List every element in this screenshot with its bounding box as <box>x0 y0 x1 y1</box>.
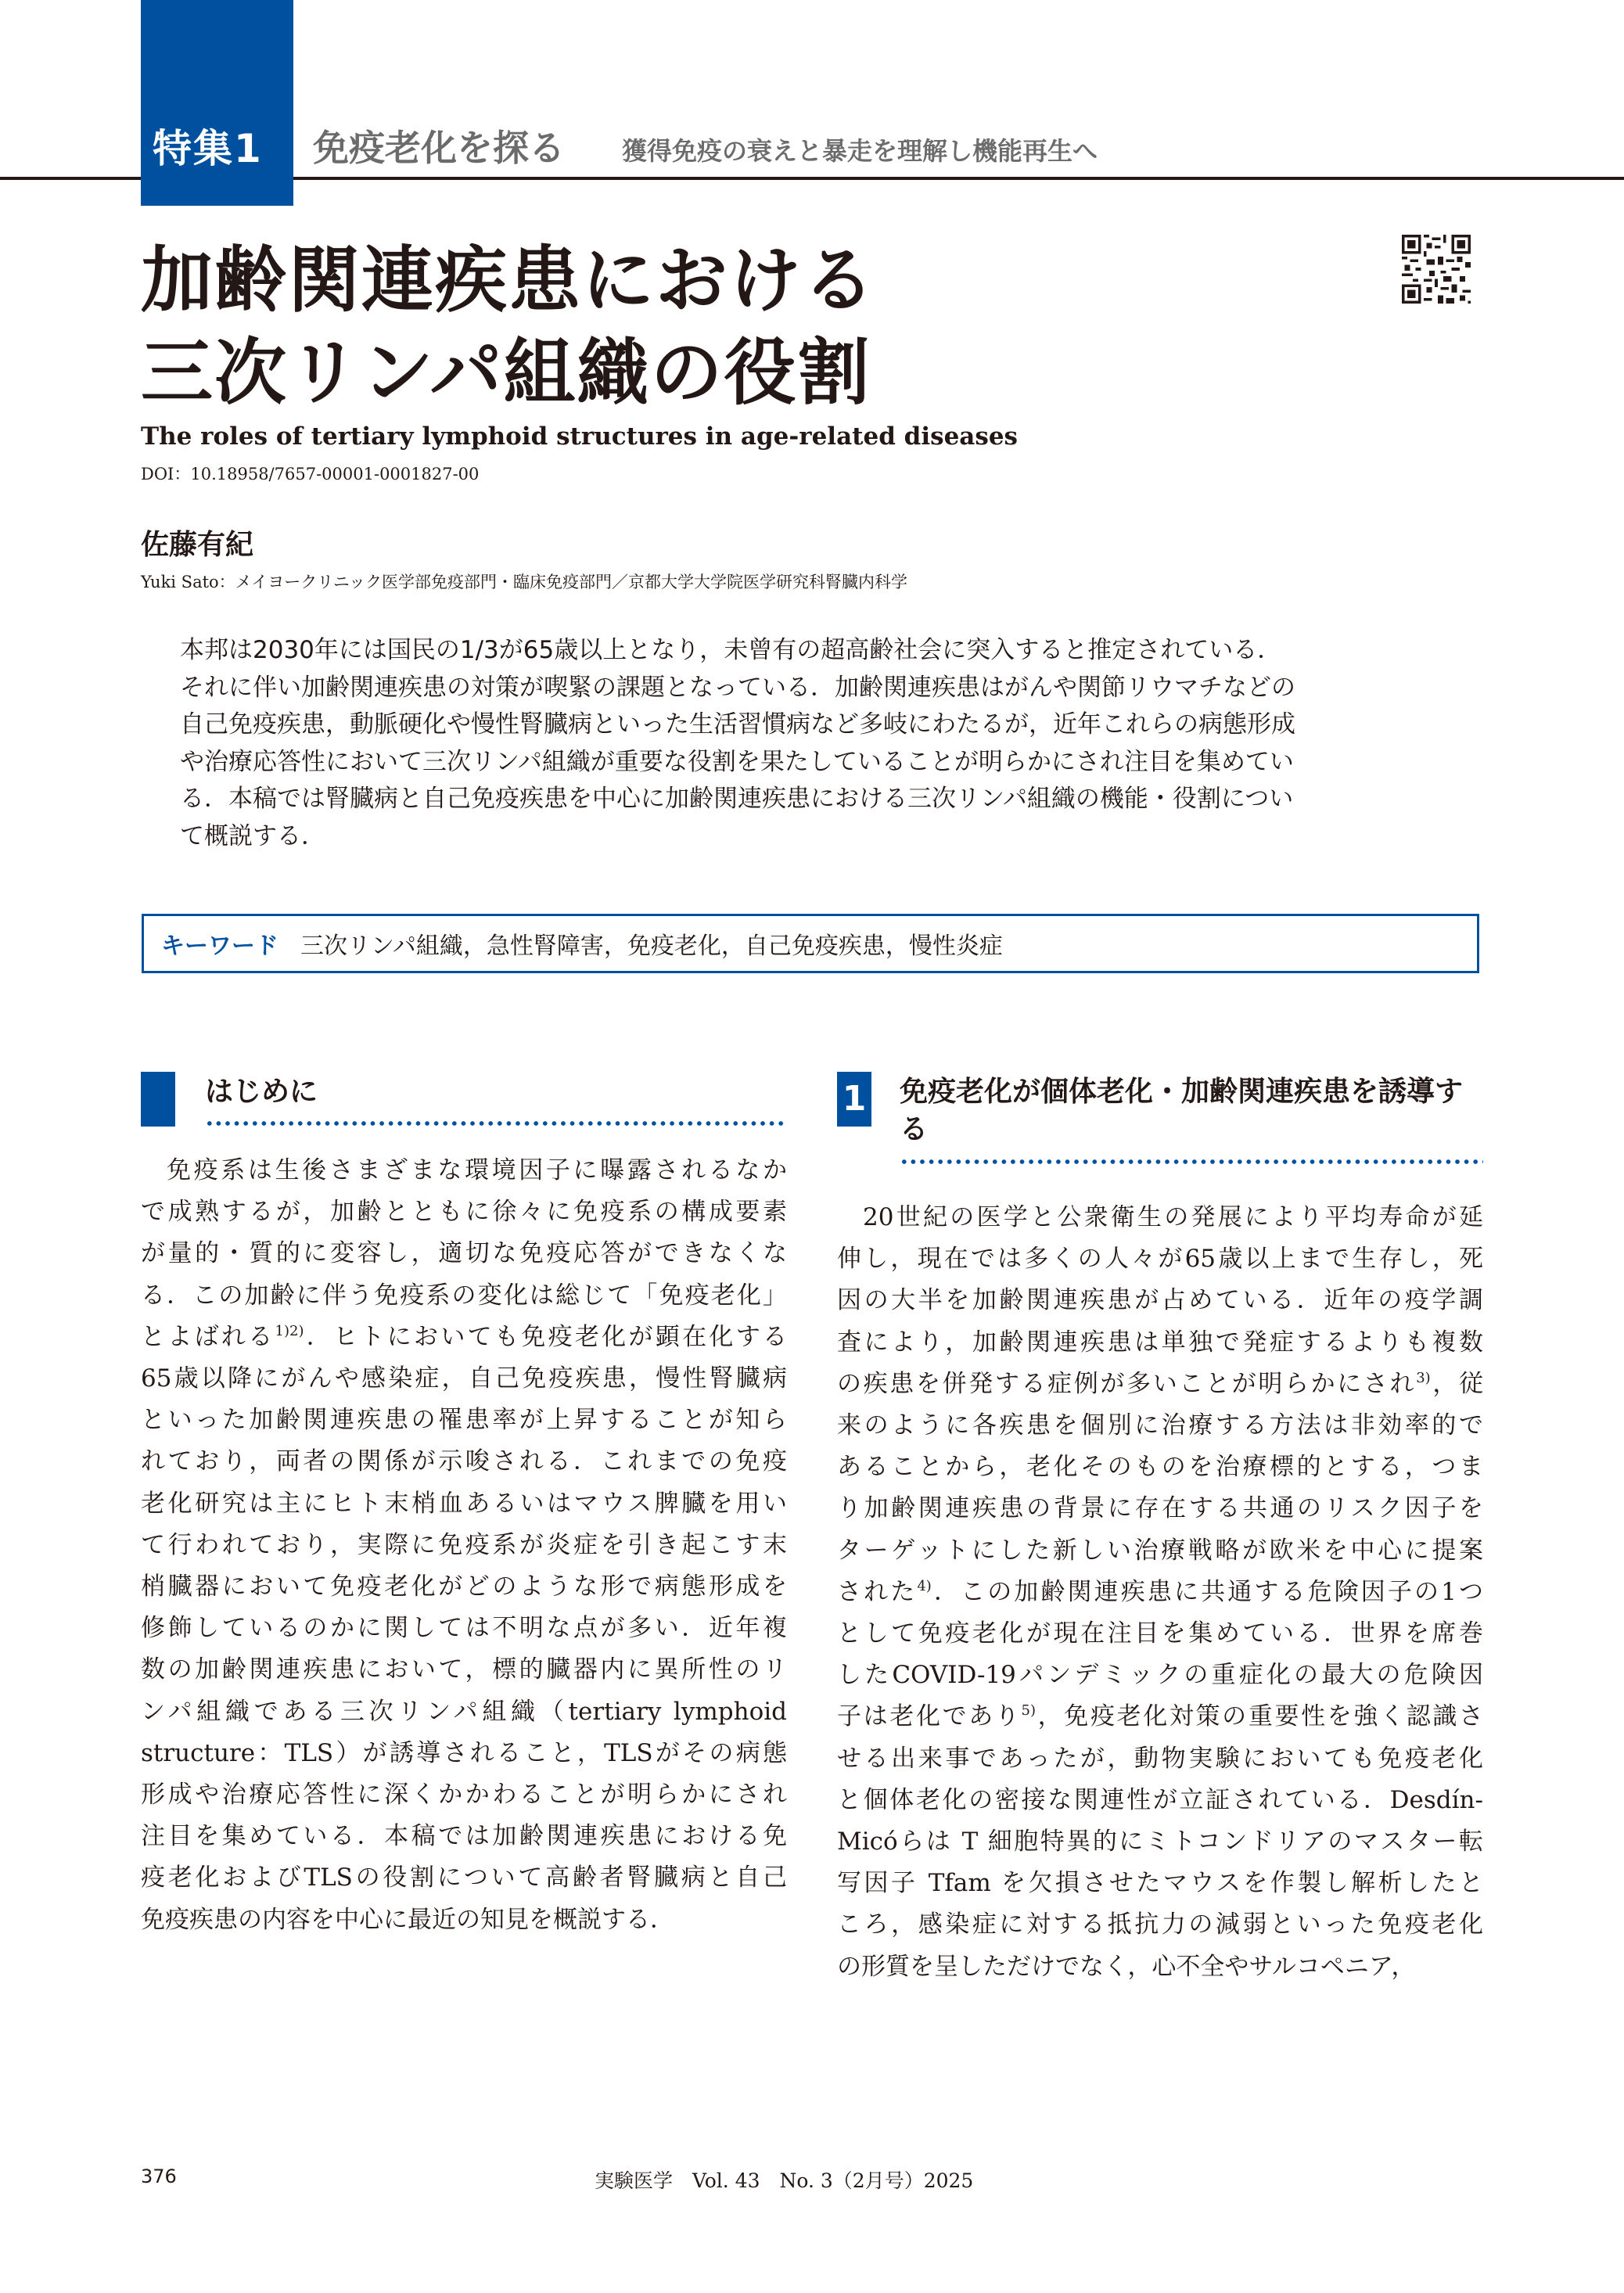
section-heading-1 <box>837 1072 1483 1166</box>
text-line: 免疫系は生後さまざまな環境因子に曝露されるなか <box>167 1156 787 1184</box>
text-line: 写因子 Tfam を欠損させたマウスを作製し解析したと <box>837 1869 1483 1898</box>
text-line: ターゲットにした新しい治療戦略が欧米を中心に提案 <box>837 1536 1483 1565</box>
text-line: として免疫老化が現在注目を集めている．世界を席巻 <box>837 1619 1483 1648</box>
abstract-line: て概説する． <box>180 821 325 850</box>
text-line: 65歳以降にがんや感染症，自己免疫疾患，慢性腎臓病 <box>141 1364 787 1393</box>
qr-code-icon[interactable] <box>1402 235 1471 304</box>
abstract <box>180 632 1447 855</box>
text-line: したCOVID-19パンデミックの重症化の最大の危険因 <box>837 1661 1483 1690</box>
intro-paragraph <box>141 1150 787 1941</box>
text-line: せる出来事であったが，動物実験においても免疫老化 <box>837 1744 1483 1773</box>
section-heading-intro <box>141 1072 787 1127</box>
abstract-line: や治療応答性において三次リンパ組織が重要な役割を果たしていることが明らかにされ注目を集めてい <box>180 747 1294 776</box>
text-line: Micóらは T 細胞特異的にミトコンドリアのマスター転 <box>837 1828 1483 1856</box>
text-line: の形質を呈しただけでなく，心不全やサルコペニア， <box>837 1952 1416 1981</box>
text-line: 伸し，現在では多くの人々が65歳以上まで生存し，死 <box>837 1245 1483 1274</box>
column-right <box>837 1072 1484 1981</box>
series-tab <box>141 0 293 206</box>
text-line: が量的・質的に変容し，適切な免疫応答ができなくな <box>141 1239 787 1268</box>
text-line: あることから，老化そのものを治療標的とする，つま <box>837 1453 1483 1482</box>
text-line: された$^{4)}$．この加齢関連疾患に共通する危険因子の1つ <box>837 1577 1483 1606</box>
abstract-line: 自己免疫疾患，動脈硬化や慢性腎臓病といった生活習慣病など多岐にわたるが，近年これらの病態形成 <box>180 710 1295 739</box>
keywords-box <box>142 914 1479 973</box>
page-number: 376 <box>141 2165 177 2187</box>
doi[interactable]: DOI：10.18958/7657-00001-0001827-00 <box>141 465 480 483</box>
keywords-text: 三次リンパ組織，急性腎障害，免疫老化，自己免疫疾患，慢性炎症 <box>300 933 1003 960</box>
series-subtitle: 獲得免疫の衰えと暴走を理解し機能再生へ <box>622 136 1098 166</box>
text-line: 因の大半を加齢関連疾患が占めている．近年の疫学調 <box>837 1286 1483 1315</box>
column-left <box>141 1072 788 1934</box>
abstract-line: それに伴い加齢関連疾患の対策が喫緊の課題となっている．加齢関連疾患はがんや関節リウマチなどの <box>180 673 1295 702</box>
citation-ref[interactable]: 3) <box>1416 1369 1431 1386</box>
text-line: る．この加齢に伴う免疫系の変化は総じて「免疫老化」 <box>141 1281 787 1310</box>
text-line: 数の加齢関連疾患において，標的臓器内に異所性のリ <box>141 1655 787 1684</box>
text-line: 注目を集めている．本稿では加齢関連疾患における免 <box>141 1822 787 1851</box>
text-line: と個体老化の密接な関連性が立証されている．Desdín- <box>837 1785 1483 1814</box>
section-number: 1 <box>837 1072 871 1127</box>
series-label: 特集1 <box>153 126 263 171</box>
text-line: といった加齢関連疾患の罹患率が上昇することが知ら <box>141 1406 787 1435</box>
text-line: 梢臓器において免疫老化がどのような形で病態形成を <box>141 1572 787 1601</box>
text-line: ころ，感染症に対する抵抗力の減弱といった免疫老化 <box>837 1910 1483 1939</box>
abstract-line: る．本稿では腎臓病と自己免疫疾患を中心に加齢関連疾患における三次リンパ組織の機能・役割につい <box>180 785 1294 813</box>
text-line: の疾患を併発する症例が多いことが明らかにされ$^{3)}$，従 <box>837 1369 1484 1398</box>
text-line: 形成や治療応答性に深くかかわることが明らかにされ <box>141 1781 787 1810</box>
english-title: The roles of tertiary lymphoid structures in age-related diseases <box>141 422 1019 451</box>
article-title <box>141 235 876 419</box>
section-title: 免疫老化が個体老化・加齢関連疾患を誘導する <box>900 1076 1464 1145</box>
citation-ref[interactable]: 4) <box>917 1577 932 1594</box>
abstract-line: 本邦は2030年には国民の1/3が65歳以上となり，未曾有の超高齢社会に突入すると推定されている． <box>180 636 1282 664</box>
text-line: 免疫疾患の内容を中心に最近の知見を概説する． <box>141 1905 674 1934</box>
section1-paragraph <box>837 1197 1483 1988</box>
text-line: 査により，加齢関連疾患は単独で発症するよりも複数 <box>837 1328 1483 1357</box>
text-line: 修飾しているのかに関しては不明な点が多い．近年複 <box>141 1614 787 1643</box>
title-line: 加齢関連疾患における <box>141 239 877 322</box>
dotted-rule <box>205 1121 787 1126</box>
text-line: り加齢関連疾患の背景に存在する共通のリスク因子を <box>837 1494 1483 1523</box>
text-line: structure：TLS）が誘導されること，TLSがその病態 <box>141 1738 787 1767</box>
text-line: 来のように各疾患を個別に治療する方法は非効率的で <box>837 1411 1483 1440</box>
series-title: 免疫老化を探る <box>313 127 565 169</box>
keywords-label: キーワード <box>161 933 278 960</box>
section-marker <box>141 1072 175 1127</box>
text-line: れており，両者の関係が示唆される．これまでの免疫 <box>141 1447 787 1476</box>
citation-ref[interactable]: 5) <box>1021 1702 1037 1720</box>
text-line: とよばれる$^{1)2)}$．ヒトにおいても免疫老化が顕在化する <box>141 1322 788 1351</box>
section-title: はじめに <box>205 1076 318 1108</box>
title-line: 三次リンパ組織の役割 <box>141 331 871 415</box>
text-line: で成熟するが，加齢とともに徐々に免疫系の構成要素 <box>141 1198 787 1227</box>
text-line: 20世紀の医学と公衆衛生の発展により平均寿命が延 <box>863 1203 1483 1231</box>
dotted-rule <box>900 1159 1483 1164</box>
citation-ref[interactable]: 1)2) <box>275 1322 304 1339</box>
text-line: て行われており，実際に免疫系が炎症を引き起こす末 <box>141 1530 787 1559</box>
author-name: 佐藤有紀 <box>141 529 254 561</box>
journal-citation: 実験医学 Vol. 43 No. 3（2月号）2025 <box>595 2169 974 2192</box>
text-line: 老化研究は主にヒト末梢血あるいはマウス脾臓を用い <box>141 1489 787 1518</box>
text-line: ンパ組織である三次リンパ組織（tertiary lymphoid <box>141 1697 787 1726</box>
text-line: 疫老化およびTLSの役割について高齢者腎臓病と自己 <box>141 1864 787 1892</box>
author-affiliation: Yuki Sato：メイヨークリニック医学部免疫部門・臨床免疫部門／京都大学大学院医学研究科腎臓内科学 <box>141 573 907 591</box>
text-line: 子は老化であり$^{5)}$，免疫老化対策の重要性を強く認識さ <box>837 1702 1484 1731</box>
